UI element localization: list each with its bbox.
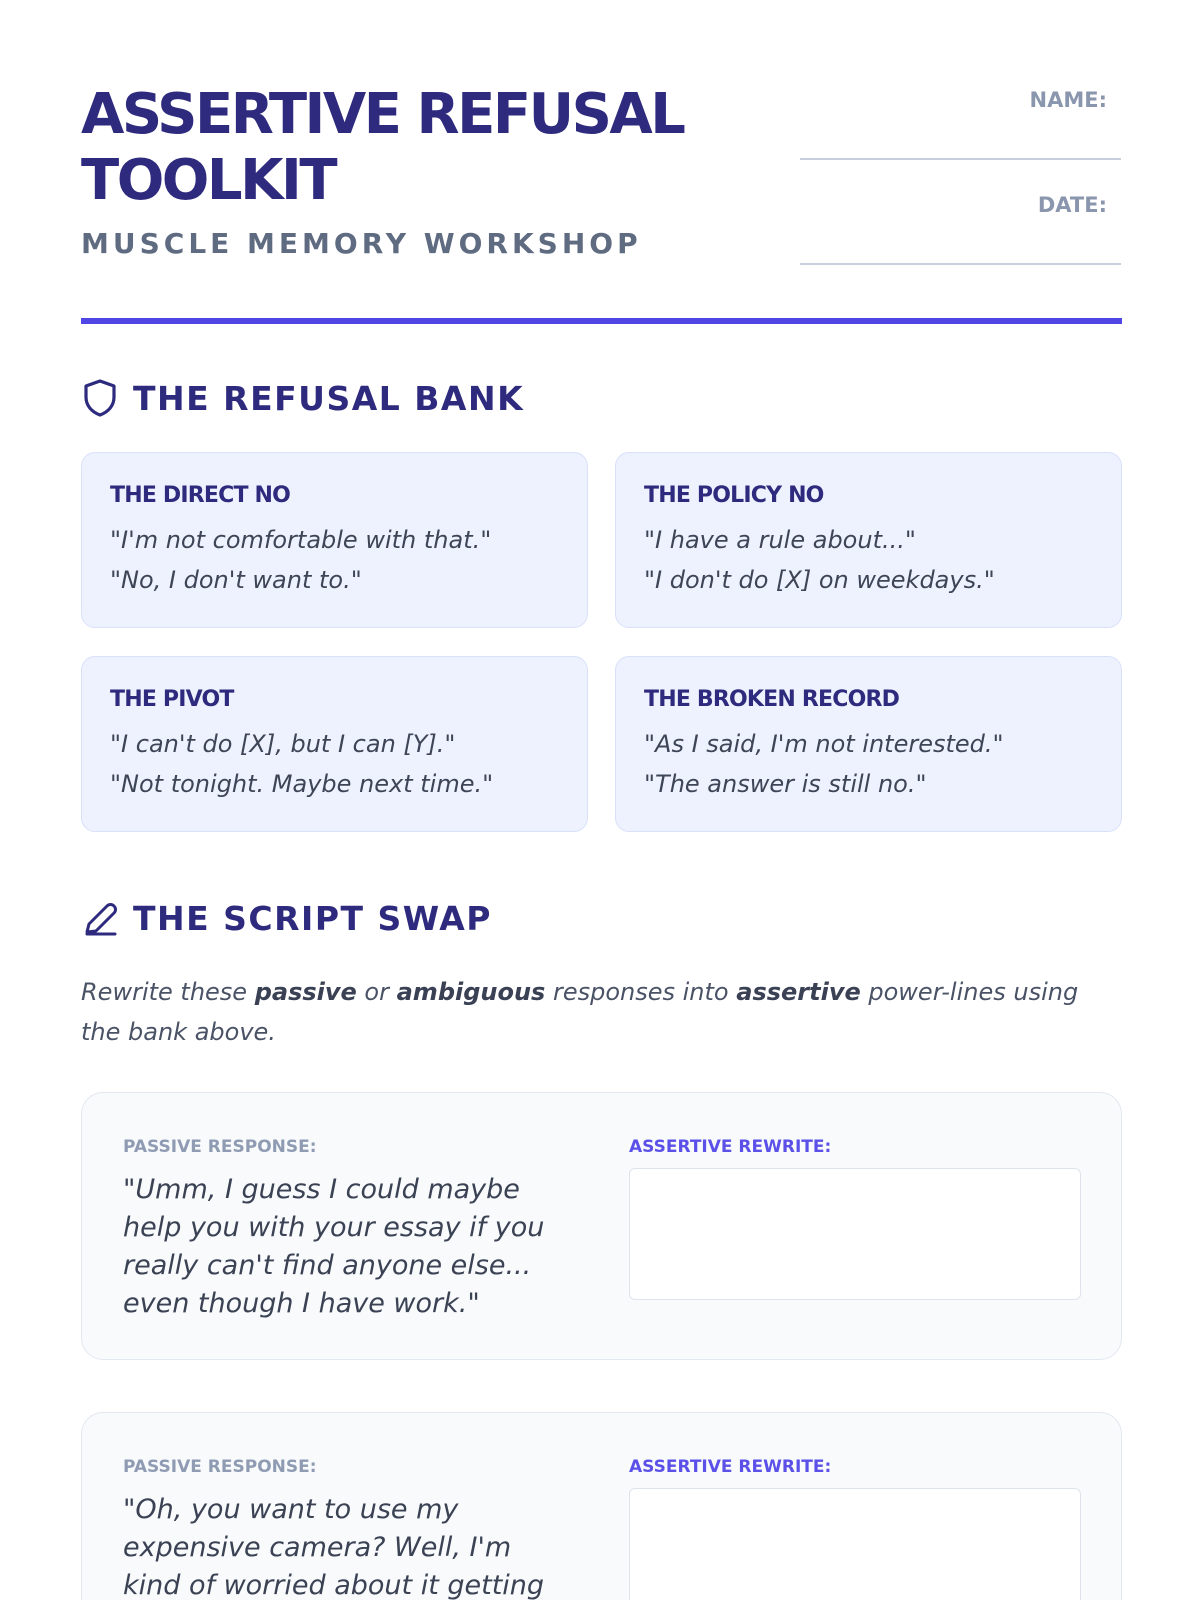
header-divider: [81, 318, 1122, 324]
date-field[interactable]: [800, 187, 1121, 292]
refusal-bank-title: THE REFUSAL BANK: [133, 378, 525, 418]
card-title: THE DIRECT NO: [110, 483, 291, 508]
pencil-icon: [81, 898, 119, 938]
passive-text: "Oh, you want to use my expensive camera? Well, I'm kind of worried about it getting: [123, 1494, 545, 1600]
refusal-card: [81, 656, 588, 832]
name-field[interactable]: [800, 82, 1121, 187]
rewrite-label: ASSERTIVE REWRITE:: [629, 1137, 832, 1157]
card-phrase: "No, I don't want to.": [110, 566, 362, 594]
instructions-text: power-lines using the bank above.: [81, 978, 1079, 1046]
rewrite-input[interactable]: [629, 1168, 1081, 1300]
script-swap-title: THE SCRIPT SWAP: [133, 898, 492, 938]
card-phrase: "I can't do [X], but I can [Y].": [110, 730, 456, 758]
card-phrase: "As I said, I'm not interested.": [644, 730, 1004, 758]
passive-label: PASSIVE RESPONSE:: [123, 1457, 317, 1477]
name-line: [800, 158, 1121, 160]
card-phrase: "Not tonight. Maybe next time.": [110, 770, 494, 798]
card-title: THE PIVOT: [110, 687, 234, 712]
refusal-bank-heading: [81, 378, 524, 418]
instructions-text: or: [356, 978, 397, 1006]
page-title: ASSERTIVE REFUSAL TOOLKIT: [81, 82, 684, 213]
rewrite-input[interactable]: [629, 1488, 1081, 1600]
passive-label: PASSIVE RESPONSE:: [123, 1137, 317, 1157]
refusal-card: [615, 656, 1122, 832]
rewrite-label: ASSERTIVE REWRITE:: [629, 1457, 832, 1477]
shield-icon: [81, 378, 119, 418]
card-phrase: "I don't do [X] on weekdays.": [644, 566, 995, 594]
exercise-card: [81, 1412, 1122, 1600]
instructions-emphasis: ambiguous: [396, 978, 546, 1006]
instructions-text: Rewrite these: [81, 978, 255, 1006]
instructions-emphasis: passive: [254, 978, 357, 1006]
date-line: [800, 263, 1121, 265]
instructions: [81, 972, 1111, 1052]
refusal-card: [81, 452, 588, 628]
card-phrase: "I'm not comfortable with that.": [110, 526, 492, 554]
refusal-card: [615, 452, 1122, 628]
exercise-card: [81, 1092, 1122, 1360]
name-label: NAME:: [1029, 88, 1107, 112]
card-phrase: "The answer is still no.": [644, 770, 927, 798]
script-swap-heading: [81, 898, 492, 938]
refusal-bank-grid: [81, 452, 1122, 832]
card-title: THE POLICY NO: [644, 483, 824, 508]
meta-fields: [800, 82, 1121, 292]
date-label: DATE:: [1037, 193, 1107, 217]
passive-text: "Umm, I guess I could maybe help you with your essay if you really can't find anyone else... even though I have work.": [123, 1174, 545, 1319]
instructions-text: responses into: [545, 978, 737, 1006]
instructions-emphasis: assertive: [736, 978, 861, 1006]
page-subtitle: MUSCLE MEMORY WORKSHOP: [81, 227, 642, 260]
card-phrase: "I have a rule about...": [644, 526, 916, 554]
card-title: THE BROKEN RECORD: [644, 687, 900, 712]
